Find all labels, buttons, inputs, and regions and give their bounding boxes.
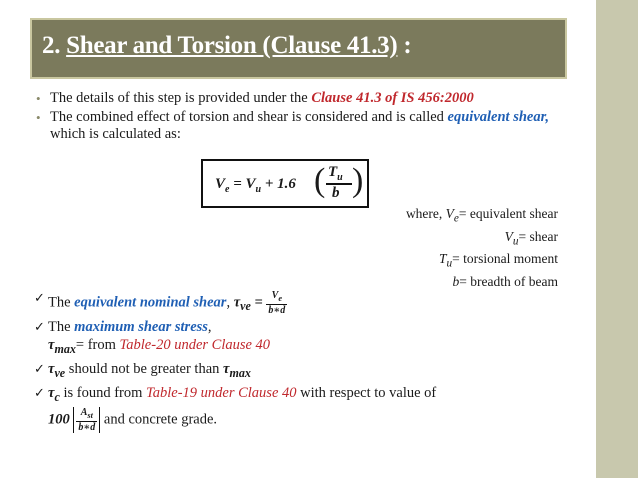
check-item: ✓ The maximum shear stress, $\tau_{max}=$ from Table-20 under Clause 40 [34, 319, 564, 358]
definition-row: $T_u=$ torsional moment [439, 251, 558, 271]
title-text: Shear and Torsion (Clause 41.3) [66, 32, 398, 59]
check-item: ✓ The equivalent nominal shear, $\tau_{ve}$ = $\frac{V_e}{b∗d}$ [34, 290, 564, 316]
title-bar [30, 18, 567, 79]
side-accent-bar [596, 0, 638, 478]
bracket-fraction: $\frac{A_{st}}{b∗d}$ [73, 407, 100, 433]
bullet-list [34, 90, 564, 145]
title-number: 2. [42, 32, 61, 59]
check-item: ✓ $\tau_c$ is found from Table-19 under Clause 40 with respect to value of 100 $\frac{A_{st}}{b∗d}$ and concrete grade. [34, 385, 564, 432]
variable-definitions [298, 205, 558, 290]
definition-row: $V_u=$ shear [504, 228, 558, 248]
definition-row: where, $V_e=$ equivalent shear [405, 206, 558, 225]
check-item: ✓ $\tau_{ve}$ should not be greater than $\tau_{max}$ [34, 361, 564, 382]
title-suffix: : [397, 32, 412, 59]
equation-box: $V_e = V_u + 1.6$ ( $T_u$ b ) [201, 159, 369, 208]
equation: $V_e = V_u + 1.6$ [215, 176, 296, 195]
table-reference: Table-19 under Clause 40 [146, 385, 297, 402]
term-equivalent-shear: equivalent shear, [447, 109, 550, 125]
slide-title [42, 32, 411, 60]
bullet-item: • The details of this step is provided under the Clause 41.3 of IS 456:2000 [34, 90, 564, 107]
table-reference: Table-20 under Clause 40 [119, 336, 271, 353]
definition-row: b= breadth of beam [452, 274, 558, 290]
bullet-item: • The combined effect of torsion and shear is considered and is called equivalent shear, which is calculated as: [34, 109, 564, 143]
fraction: $\frac{V_e}{b∗d}$ [268, 290, 286, 316]
clause-reference: Clause 41.3 of IS 456:2000 [311, 90, 474, 106]
check-list [34, 290, 564, 436]
